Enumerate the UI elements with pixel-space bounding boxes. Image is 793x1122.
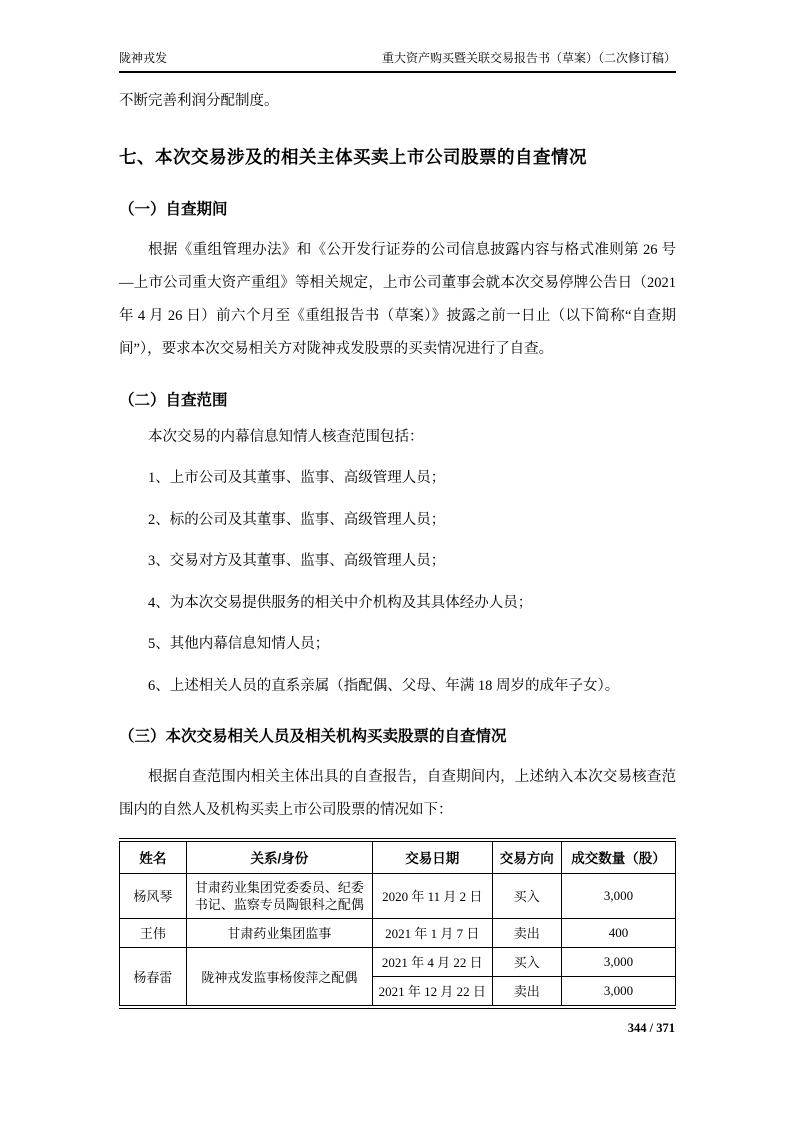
col-header-name: 姓名 — [120, 840, 187, 874]
col-header-date: 交易日期 — [372, 840, 492, 874]
cell-direction: 买入 — [492, 873, 562, 918]
table-row — [120, 918, 676, 947]
scope-item: 2、标的公司及其董事、监事、高级管理人员； — [148, 511, 446, 528]
subsection-1-paragraph: 根据《重组管理办法》和《公开发行证券的公司信息披露内容与格式准则第 26 号—上市公司重大资产重组》等相关规定，上市公司董事会就本次交易停牌公告日（2021 年 4 月 26 日）前六个月至《重组报告书（草案）》披露之前一日止（以下简称“自查期间”），要求本次交易相关方对陇神戎发股票的买卖情况进行了自查。 — [119, 242, 676, 357]
page-content — [119, 0, 676, 1009]
cell-direction: 买入 — [492, 947, 562, 976]
cell-date: 2020 年 11 月 2 日 — [372, 873, 492, 918]
cell-name: 杨春雷 — [120, 947, 187, 1007]
scope-item: 6、上述相关人员的直系亲属（指配偶、父母、年满 18 周岁的成年子女）。 — [148, 677, 620, 694]
scope-item: 1、上市公司及其董事、监事、高级管理人员； — [148, 470, 446, 486]
scope-lead-paragraph: 本次交易的内幕信息知情人核查范围包括： — [148, 429, 424, 445]
cell-relation: 甘肃药业集团监事 — [186, 918, 372, 947]
table-header-row — [120, 840, 676, 874]
section-7-title: 七、本次交易涉及的相关主体买卖上市公司股票的自查情况 — [119, 147, 587, 167]
scope-item: 4、为本次交易提供服务的相关中介机构及其具体经办人员； — [148, 594, 533, 611]
page-number: 344 / 371 — [627, 1021, 675, 1035]
cell-direction: 卖出 — [492, 918, 562, 947]
col-header-direction: 交易方向 — [492, 840, 562, 874]
subsection-2-title: （二）自查范围 — [119, 392, 228, 409]
subsection-3-paragraph: 根据自查范围内相关主体出具的自查报告，自查期间内，上述纳入本次交易核查范围内的自然人及机构买卖上市公司股票的情况如下： — [119, 768, 676, 818]
header-doc-title: 重大资产购买暨关联交易报告书（草案）（二次修订稿） — [381, 51, 676, 65]
scope-list — [119, 468, 676, 696]
scope-item: 3、交易对方及其董事、监事、高级管理人员； — [148, 553, 446, 569]
subsection-1-title: （一）自查期间 — [119, 201, 228, 218]
cell-date: 2021 年 4 月 22 日 — [372, 947, 492, 976]
cell-volume: 3,000 — [562, 873, 676, 918]
cell-date: 2021 年 12 月 22 日 — [372, 976, 492, 1007]
cell-volume: 400 — [562, 918, 676, 947]
cell-direction: 卖出 — [492, 976, 562, 1007]
trade-self-check-table — [119, 838, 676, 1009]
cell-name: 王伟 — [120, 918, 187, 947]
table-row — [120, 873, 676, 918]
cell-name: 杨风琴 — [120, 873, 187, 918]
continuation-paragraph: 不断完善利润分配制度。 — [119, 93, 279, 109]
cell-relation: 陇神戎发监事杨俊萍之配偶 — [186, 947, 372, 1007]
cell-relation: 甘肃药业集团党委委员、纪委书记、监察专员陶银科之配偶 — [186, 873, 372, 918]
table-row — [120, 947, 676, 976]
col-header-volume: 成交数量（股） — [562, 840, 676, 874]
scope-item: 5、其他内幕信息知情人员； — [148, 636, 330, 652]
col-header-relation: 关系/身份 — [186, 840, 372, 874]
header-company-name: 陇神戎发 — [119, 51, 168, 65]
cell-volume: 3,000 — [562, 947, 676, 976]
running-header — [119, 51, 676, 73]
cell-date: 2021 年 1 月 7 日 — [372, 918, 492, 947]
subsection-3-title: （三）本次交易相关人员及相关机构买卖股票的自查情况 — [119, 727, 507, 745]
cell-volume: 3,000 — [562, 976, 676, 1007]
